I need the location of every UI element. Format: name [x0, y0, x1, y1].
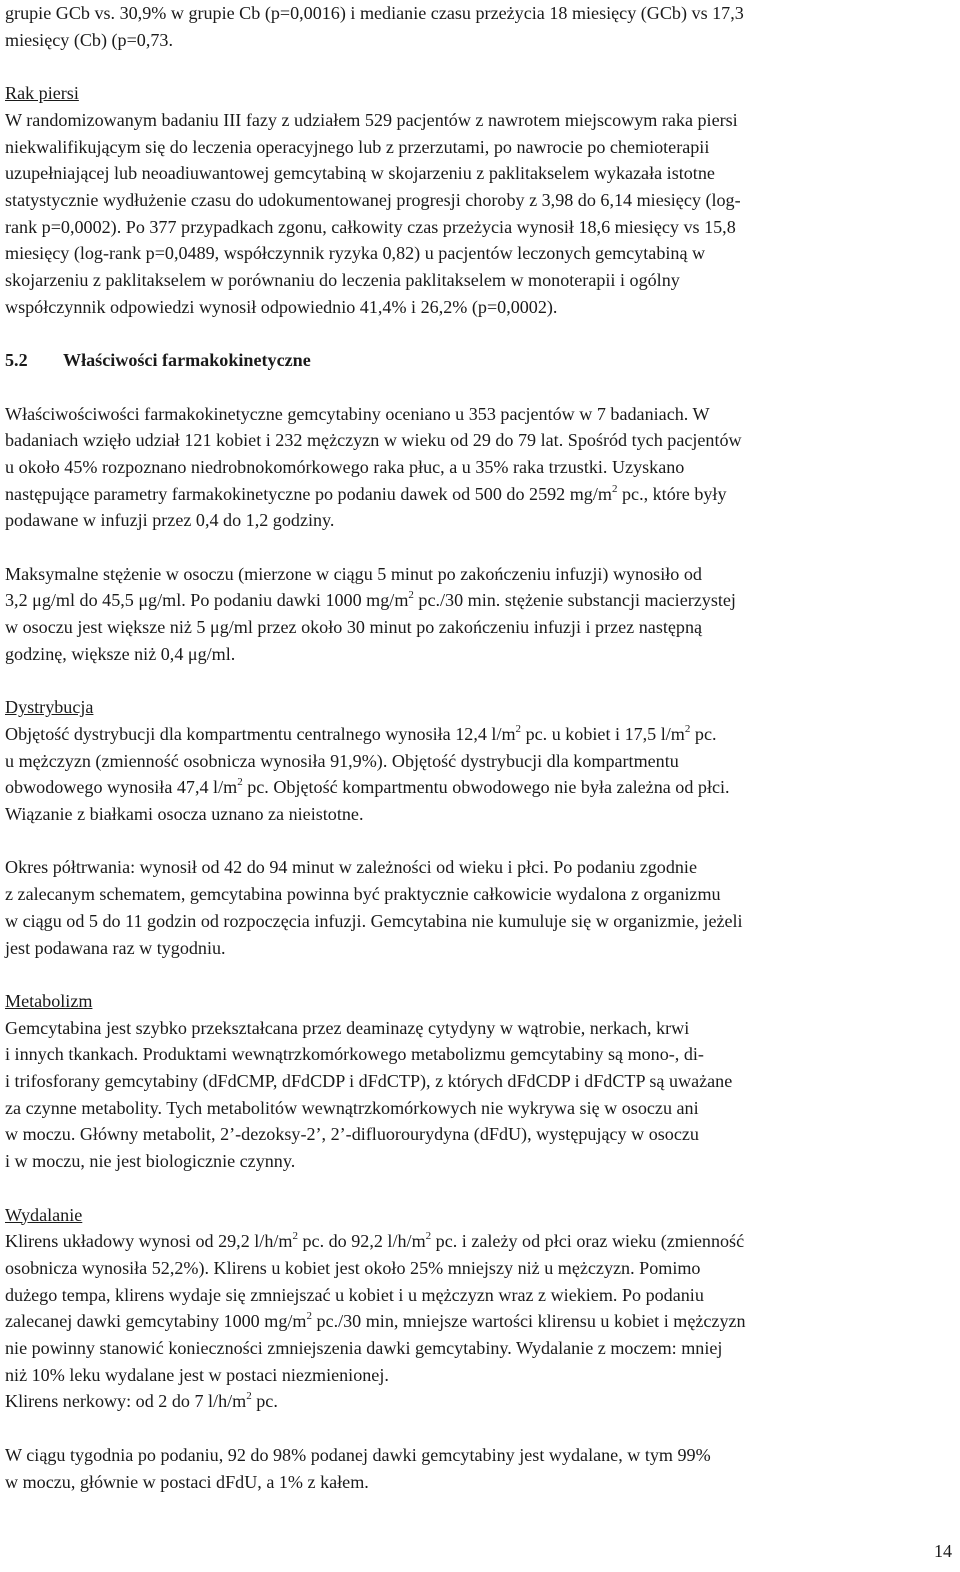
text-line: w moczu. Główny metabolit, 2’-dezoksy-2’, 2’-difluorourydyna (dFdU), występujący w osoczu	[5, 1124, 699, 1145]
section-title: Właściwości farmakokinetyczne	[63, 350, 311, 371]
text-line: w moczu, głównie w postaci dFdU, a 1% z kałem.	[5, 1471, 369, 1492]
text-line: następujące parametry farmakokinetyczne po podaniu dawek od 500 do 2592 $mg/m^2$ pc., które były	[5, 482, 727, 504]
text-line: Wiązanie z białkami osocza uznano za nieistotne.	[5, 804, 364, 825]
subheading-breast-cancer: Rak piersi	[5, 83, 79, 104]
text-line: grupie GCb vs. 30,9% w grupie Cb (p=0,0016) i medianie czasu przeżycia 18 miesięcy (GCb) vs 17,3	[5, 3, 744, 23]
text-line: z zalecanym schematem, gemcytabina powinna być praktycznie całkowicie wydalona z organizmu	[5, 884, 721, 905]
text-line: Klirens układowy wynosi od 29,2 $l/h/m^2$ pc. do 92,2 $l/h/m^2$ pc. i zależy od płci oraz wieku (zmienność	[5, 1230, 745, 1252]
text-line: Klirens nerkowy: od 2 do 7 $l/h/m^2$ pc.	[5, 1390, 278, 1412]
text-line: współczynnik odpowiedzi wynosił odpowiednio 41,4% i 26,2% (p=0,0002).	[5, 296, 558, 317]
text-line: obwodowego wynosiła 47,4 $l/m^2$ pc. Objętość kompartmentu obwodowego nie była zależna od płci.	[5, 776, 730, 798]
text-line: W ciągu tygodnia po podaniu, 92 do 98% podanej dawki gemcytabiny jest wydalane, w tym 99%	[5, 1444, 711, 1465]
text-line: dużego tempa, klirens wydaje się zmniejszać u kobiet i u mężczyzn wraz z wiekiem. Po podaniu	[5, 1284, 704, 1305]
text-line: skojarzeniu z paklitakselem w porównaniu do leczenia paklitakselem w monoterapii i ogólny	[5, 270, 680, 291]
text-line: i w moczu, nie jest biologicznie czynny.	[5, 1151, 296, 1172]
text-line: niekwalifikującym się do leczenia operacyjnego lub z przerzutami, po nawrocie po chemioterapii	[5, 136, 710, 157]
document-page	[5, 0, 951, 1495]
text-line: miesięcy (log-rank p=0,0489, współczynnik ryzyka 0,82) u pacjentów leczonych gemcytabiną w	[5, 243, 706, 264]
text-line: Objętość dystrybucji dla kompartmentu centralnego wynosiła 12,4 $l/m^2$ pc. u kobiet i 17,5 $l/m^2$ pc.	[5, 722, 717, 744]
text-line: rank p=0,0002). Po 377 przypadkach zgonu, całkowity czas przeżycia wynosił 18,6 miesięcy vs 15,8	[5, 216, 736, 237]
text-line: miesięcy (Cb) (p=0,73.	[5, 29, 173, 50]
subheading-excretion: Wydalanie	[5, 1204, 83, 1225]
text-line: 3,2 μg/ml do 45,5 μg/ml. Po podaniu dawki 1000 $mg/m^2$ pc./30 min. stężenie substancji macierzystej	[5, 589, 736, 611]
text-line: zalecanej dawki gemcytabiny 1000 $mg/m^2$ pc./30 min, mniejsze wartości klirensu u kobiet i mężczyzn	[5, 1310, 746, 1332]
text-line: u mężczyzn (zmienność osobnicza wynosiła 91,9%). Objętość dystrybucji dla kompartmentu	[5, 750, 679, 771]
text-line: badaniach wzięło udział 121 kobiet i 232 mężczyzn w wieku od 29 do 79 lat. Spośród tych pacjentów	[5, 430, 742, 451]
page-number: 14	[934, 1541, 953, 1561]
text-line: jest podawana raz w tygodniu.	[5, 937, 226, 958]
text-line: podawane w infuzji przez 0,4 do 1,2 godziny.	[5, 510, 335, 531]
subheading-metabolism: Metabolizm	[5, 990, 93, 1011]
text-line: Gemcytabina jest szybko przekształcana przez deaminazę cytydyny w wątrobie, nerkach, krwi	[5, 1017, 690, 1038]
section-heading	[5, 347, 951, 374]
section-number: 5.2	[5, 350, 28, 371]
text-line: Okres półtrwania: wynosił od 42 do 94 minut w zależności od wieku i płci. Po podaniu zgodnie	[5, 857, 697, 878]
text-line: u około 45% rozpoznano niedrobnokomórkowego raka płuc, a u 35% raka trzustki. Uzyskano	[5, 456, 685, 477]
text-line: i innych tkankach. Produktami wewnątrzkomórkowego metabolizmu gemcytabiny są mono-, di-	[5, 1044, 704, 1065]
text-line: Właściwościwości farmakokinetyczne gemcytabiny oceniano u 353 pacjentów w 7 badaniach. W	[5, 403, 710, 424]
text-line: Maksymalne stężenie w osoczu (mierzone w ciągu 5 minut po zakończeniu infuzji) wynosiło od	[5, 563, 702, 584]
text-line: w osoczu jest większe niż 5 μg/ml przez około 30 minut po zakończeniu infuzji i przez następną	[5, 617, 703, 638]
text-line: godzinę, większe niż 0,4 μg/ml.	[5, 643, 236, 664]
text-line: i trifosforany gemcytabiny (dFdCMP, dFdCDP i dFdCTP), z których dFdCDP i dFdCTP są uważane	[5, 1071, 733, 1092]
text-line: nie powinny stanowić konieczności zmniejszenia dawki gemcytabiny. Wydalanie z moczem: mniej	[5, 1338, 723, 1359]
text-line: osobnicza wynosiła 52,2%). Klirens u kobiet jest około 25% mniejszy niż u mężczyzn. Pomimo	[5, 1257, 701, 1278]
subheading-distribution: Dystrybucja	[5, 697, 94, 718]
text-line: niż 10% leku wydalane jest w postaci niezmienionej.	[5, 1364, 389, 1385]
text-line: statystycznie wydłużenie czasu do udokumentowanej progresji choroby z 3,98 do 6,14 miesięcy (log-	[5, 189, 741, 210]
text-line: za czynne metabolity. Tych metabolitów wewnątrzkomórkowych nie wykrywa się w osoczu ani	[5, 1097, 699, 1118]
text-line: uzupełniającej lub neoadiuwantowej gemcytabiną w skojarzeniu z paklitakselem wykazała istotne	[5, 163, 715, 184]
text-line: w ciągu od 5 do 11 godzin od rozpoczęcia infuzji. Gemcytabina nie kumuluje się w organizmie, jeżeli	[5, 910, 743, 931]
text-line: W randomizowanym badaniu III fazy z udziałem 529 pacjentów z nawrotem miejscowym raka piersi	[5, 109, 738, 130]
